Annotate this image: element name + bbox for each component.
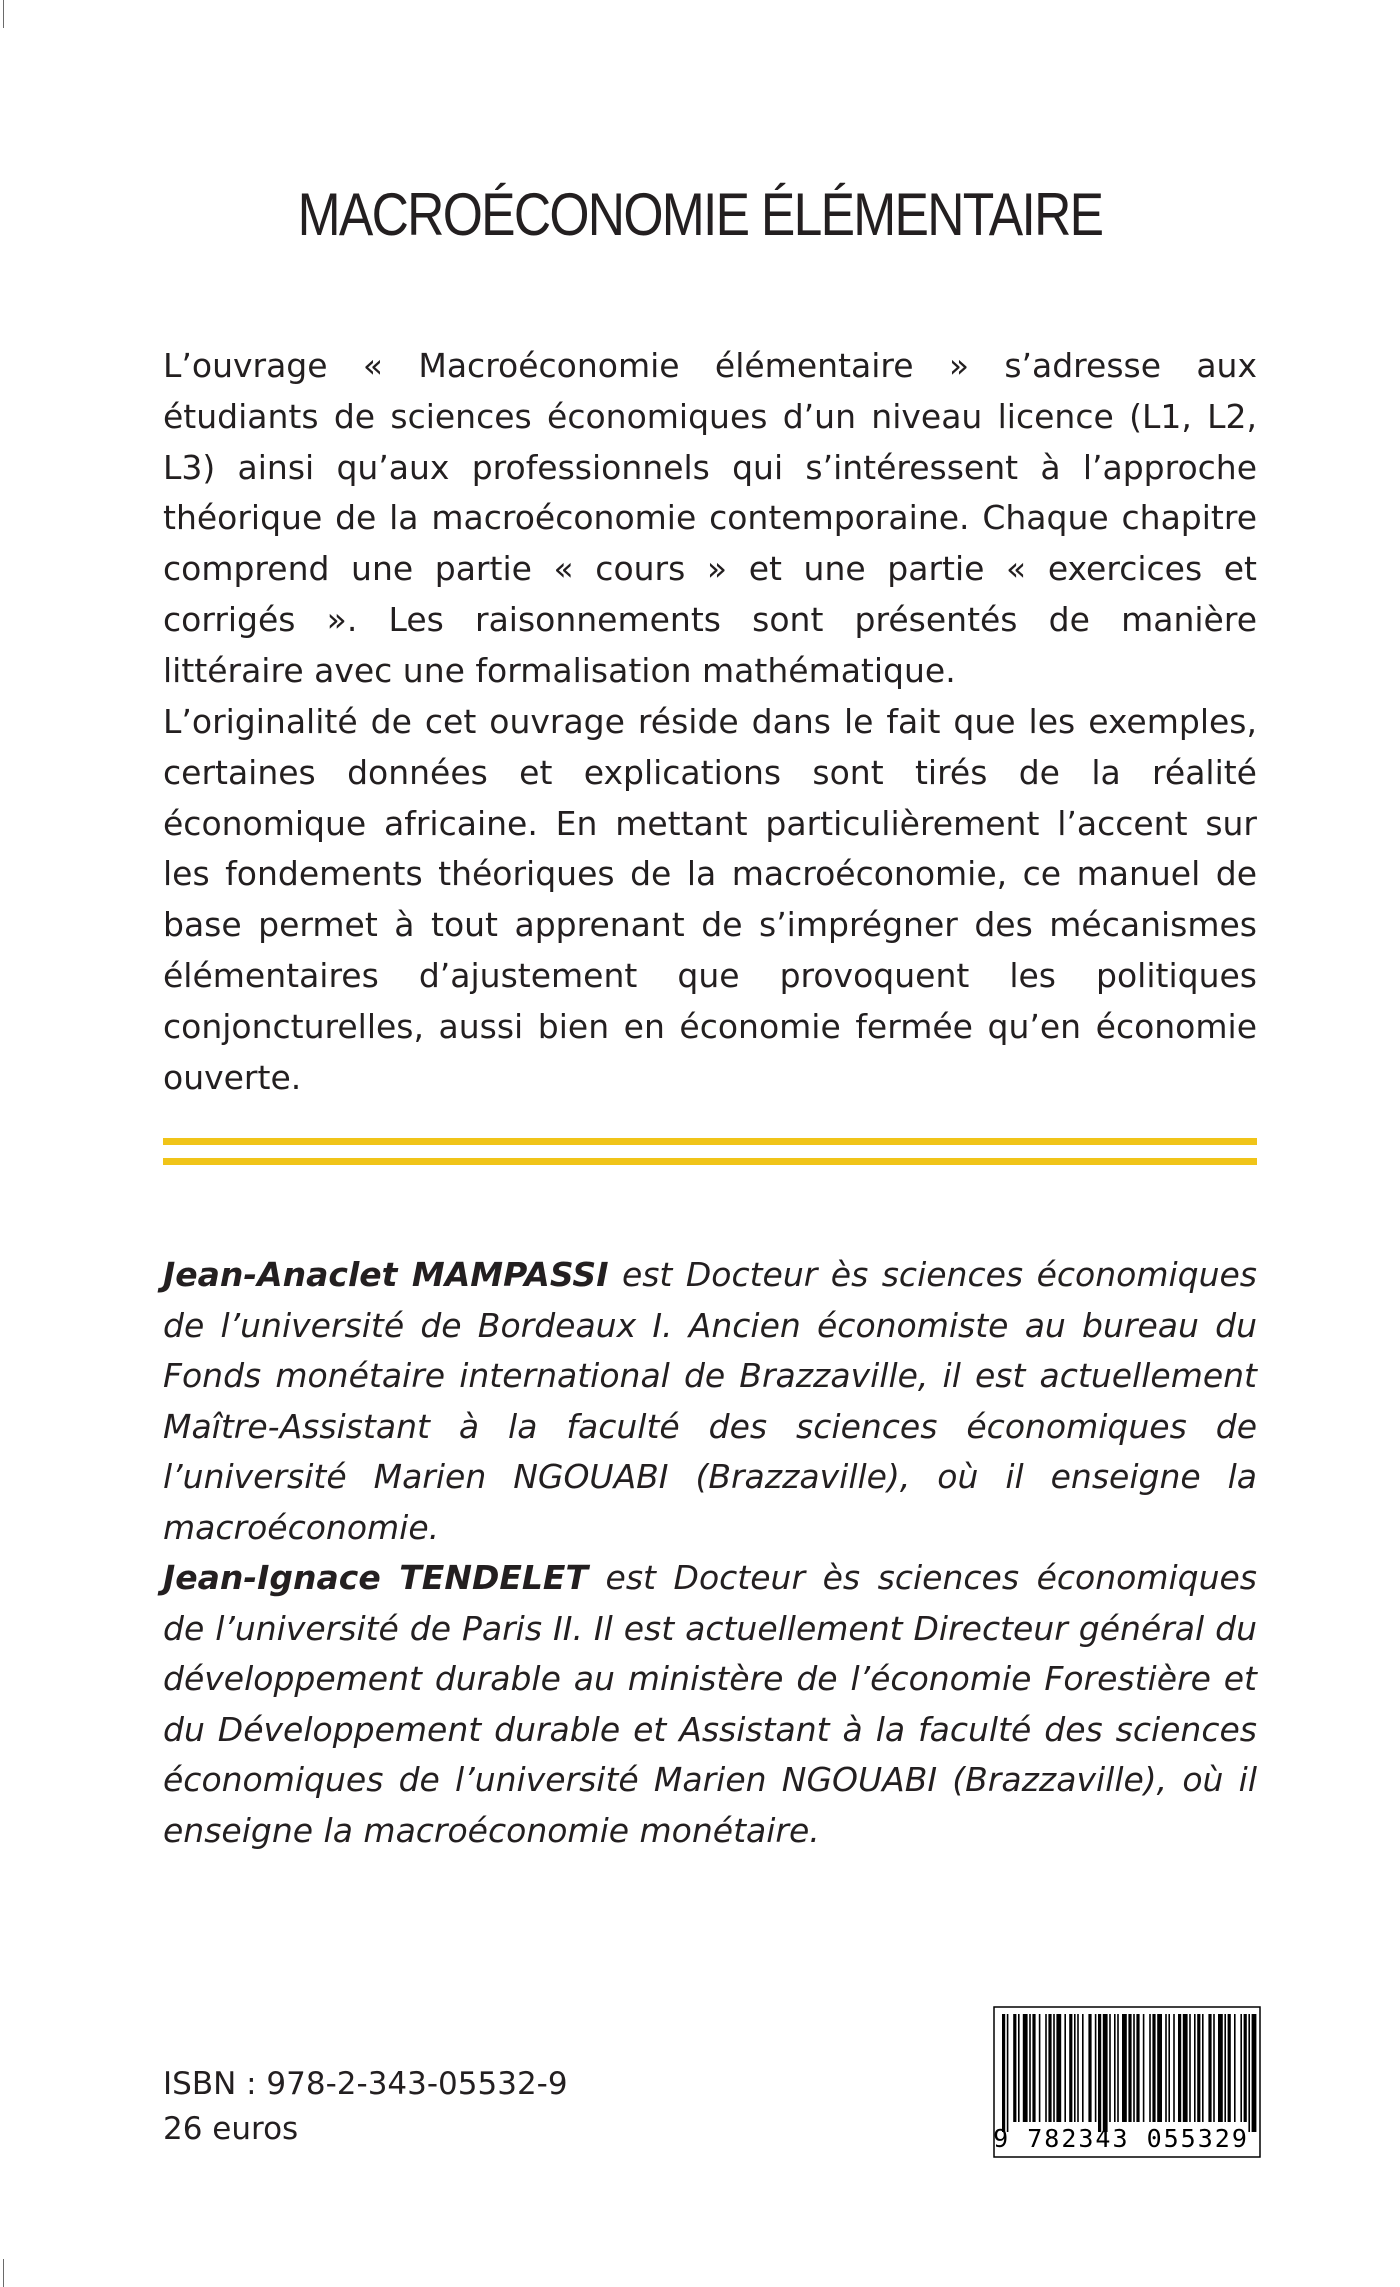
barcode-bar bbox=[1183, 2014, 1188, 2122]
barcode-bar bbox=[1122, 2014, 1127, 2122]
barcode-bar bbox=[1136, 2014, 1139, 2122]
barcode-bar bbox=[1074, 2014, 1076, 2122]
barcode-bar bbox=[1168, 2014, 1170, 2122]
barcode-bar bbox=[1248, 2014, 1250, 2132]
barcode-bar bbox=[1098, 2014, 1101, 2132]
barcode-bar bbox=[1189, 2014, 1191, 2122]
divider-line-bottom bbox=[163, 1158, 1257, 1165]
barcode-bar bbox=[1128, 2014, 1131, 2122]
barcode-bar bbox=[1228, 2014, 1231, 2122]
isbn-block bbox=[163, 2062, 568, 2152]
barcode-bar bbox=[1039, 2014, 1041, 2122]
barcode-bar bbox=[1202, 2014, 1204, 2122]
barcode-bar bbox=[1109, 2014, 1111, 2122]
price: 26 euros bbox=[163, 2111, 299, 2147]
barcode-bar bbox=[1032, 2014, 1035, 2122]
barcode-bar bbox=[1208, 2014, 1211, 2122]
barcode-bar bbox=[1252, 2014, 1257, 2132]
barcode-bar bbox=[1133, 2014, 1135, 2122]
barcode-bar bbox=[1103, 2014, 1108, 2132]
barcode-bar bbox=[1029, 2014, 1031, 2122]
barcode-bar bbox=[1088, 2014, 1091, 2122]
barcode-bar bbox=[1213, 2014, 1215, 2122]
barcode-bar bbox=[1114, 2014, 1116, 2122]
author-bio-text-2: est Docteur ès sciences économiques de l’université de Paris II. Il est actuellement Directeur général du développement durable au ministère de l’économie Forestière et du Développement durable et Assistant à la faculté des sciences économiques de l’université Marien NGOUABI (Brazzaville), où il enseigne la macroéconomie monétaire. bbox=[163, 1558, 1257, 1850]
barcode-bar bbox=[1173, 2014, 1175, 2122]
author-bio-text-1: est Docteur ès sciences économiques de l’université de Bordeaux I. Ancien économiste au bureau du Fonds monétaire international de Brazzaville, il est actuellement Maître-Assistant à la faculté des sciences économiques de l’université Marien NGOUABI (Brazzaville), où il enseigne la macroéconomie. bbox=[163, 1255, 1257, 1547]
crop-mark-top bbox=[3, 0, 4, 28]
isbn-number: ISBN : 978-2-343-05532-9 bbox=[163, 2066, 568, 2102]
barcode-bar bbox=[1007, 2014, 1009, 2132]
barcode-bar bbox=[1053, 2014, 1055, 2122]
barcode-bar bbox=[1143, 2014, 1145, 2122]
barcode-bar bbox=[1048, 2014, 1051, 2122]
author-name-2: Jean-Ignace TENDELET bbox=[163, 1558, 588, 1597]
barcode-bar bbox=[1178, 2014, 1181, 2122]
barcode-bar bbox=[1095, 2014, 1097, 2122]
barcode-bar bbox=[1023, 2014, 1028, 2122]
barcode-bar bbox=[1082, 2014, 1084, 2122]
barcode bbox=[980, 2006, 1262, 2166]
barcode-bar bbox=[1018, 2014, 1020, 2122]
barcode-bar bbox=[1240, 2014, 1242, 2122]
barcode-bar bbox=[1002, 2014, 1005, 2132]
barcode-bar bbox=[1069, 2014, 1072, 2122]
crop-mark-bottom bbox=[3, 2259, 4, 2287]
summary-paragraph-1: L’ouvrage « Macroéconomie élémentaire » s’adresse aux étudiants de sciences économiques d’un niveau licence (L1, L2, L3) ainsi qu’aux professionnels qui s’intéressent à l’approche théorique de la macroéconomie contemporaine. Chaque chapitre comprend une partie « cours » et une partie « exercices et corrigés ». Les raisonnements sont présentés de manière littéraire avec une formalisation mathématique. bbox=[163, 346, 1257, 690]
barcode-bar bbox=[1152, 2014, 1155, 2122]
barcode-bar bbox=[1234, 2014, 1236, 2122]
barcode-bar bbox=[1244, 2014, 1247, 2122]
barcode-bar bbox=[1149, 2014, 1151, 2122]
barcode-bar bbox=[1197, 2014, 1200, 2122]
barcode-bar bbox=[1077, 2014, 1079, 2122]
barcode-bar bbox=[1117, 2014, 1119, 2122]
barcode-bar bbox=[1218, 2014, 1223, 2122]
summary-paragraph-2: L’originalité de cet ouvrage réside dans le fait que les exemples, certaines données et explications sont tirés de la réalité économique africaine. En mettant particulièrement l’accent sur les fondements théoriques de la macroéconomie, ce manuel de base permet à tout apprenant de s’imprégner des mécanismes élémentaires d’ajustement que provoquent les politiques conjoncturelles, aussi bien en économie fermée qu’en économie ouverte. bbox=[163, 702, 1257, 1097]
barcode-digits: 9 782343 055329 bbox=[993, 2124, 1249, 2153]
barcode-bar bbox=[1157, 2014, 1162, 2122]
book-title: MACROÉCONOMIE ÉLÉMENTAIRE bbox=[297, 181, 1103, 248]
author-bio-1 bbox=[163, 1250, 1257, 1553]
barcode-bar bbox=[1194, 2014, 1196, 2122]
barcode-bar bbox=[1224, 2014, 1226, 2122]
barcode-bar bbox=[1013, 2014, 1016, 2122]
author-bio-2 bbox=[163, 1553, 1257, 1856]
barcode-bar bbox=[1165, 2014, 1167, 2122]
barcode-bar bbox=[1045, 2014, 1047, 2122]
author-name-1: Jean-Anaclet MAMPASSI bbox=[163, 1255, 609, 1294]
barcode-bar bbox=[1056, 2014, 1061, 2122]
divider-line-top bbox=[163, 1138, 1257, 1145]
barcode-bar bbox=[1064, 2014, 1066, 2122]
